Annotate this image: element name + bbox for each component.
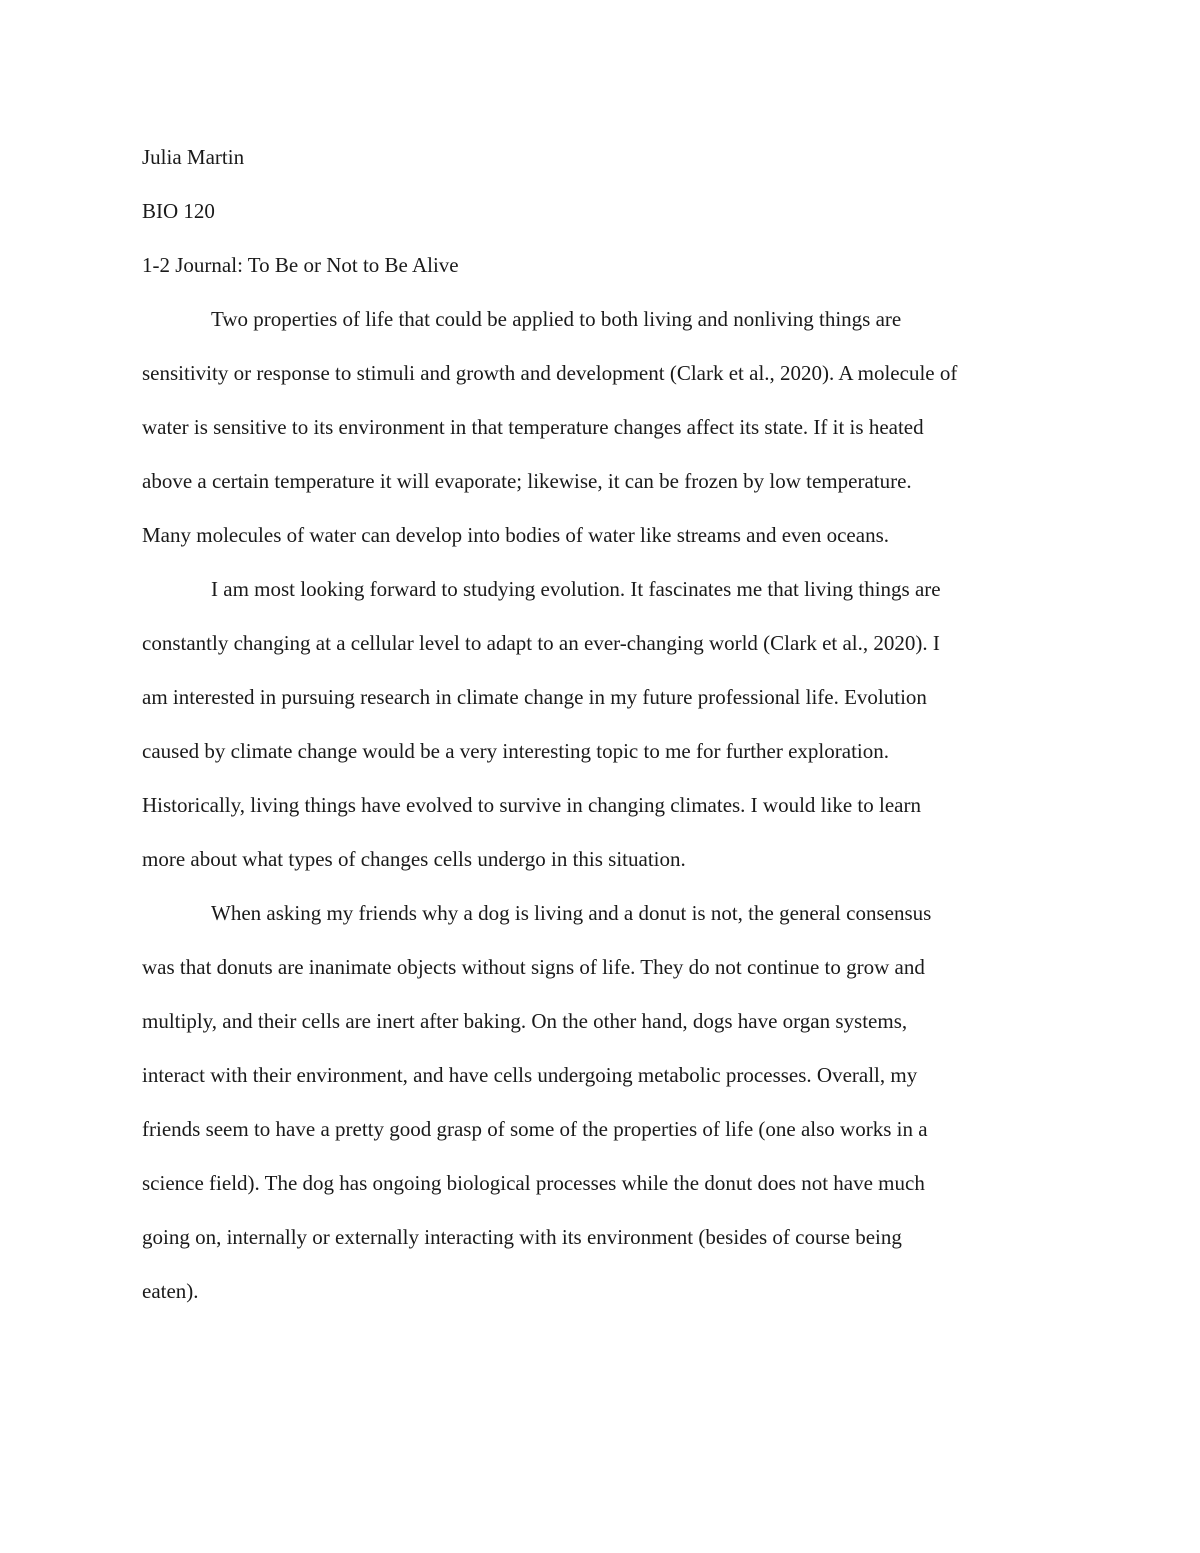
paragraph-line: water is sensitive to its environment in that temperature changes affect its state. If it is heated <box>142 415 924 439</box>
paragraph-line: Many molecules of water can develop into bodies of water like streams and even oceans. <box>142 523 889 547</box>
paragraph-line: constantly changing at a cellular level to adapt to an ever-changing world (Clark et al., 2020). I <box>142 631 940 655</box>
paragraph-line: multiply, and their cells are inert after baking. On the other hand, dogs have organ systems, <box>142 1009 908 1033</box>
paragraph-line: was that donuts are inanimate objects without signs of life. They do not continue to grow and <box>142 955 925 979</box>
paragraph-line: caused by climate change would be a very interesting topic to me for further exploration. <box>142 739 889 763</box>
assignment-title: 1-2 Journal: To Be or Not to Be Alive <box>142 253 459 277</box>
paragraph-line: am interested in pursuing research in climate change in my future professional life. Evolution <box>142 685 927 709</box>
paragraph-line: I am most looking forward to studying evolution. It fascinates me that living things are <box>211 577 941 601</box>
paragraph-line: eaten). <box>142 1279 199 1303</box>
paragraph-line: going on, internally or externally interacting with its environment (besides of course being <box>142 1225 902 1249</box>
paragraph-line: Historically, living things have evolved to survive in changing climates. I would like to learn <box>142 793 921 817</box>
paragraph-2 <box>142 562 1062 886</box>
paragraph-3 <box>142 886 1062 1318</box>
paragraph-1 <box>142 292 1062 562</box>
paragraph-line: science field). The dog has ongoing biological processes while the donut does not have much <box>142 1171 925 1195</box>
paragraph-line: interact with their environment, and have cells undergoing metabolic processes. Overall, my <box>142 1063 918 1087</box>
paragraph-line: more about what types of changes cells undergo in this situation. <box>142 847 686 871</box>
document-body <box>142 130 1062 1318</box>
paragraph-line: friends seem to have a pretty good grasp of some of the properties of life (one also works in a <box>142 1117 928 1141</box>
paragraph-line: When asking my friends why a dog is living and a donut is not, the general consensus <box>211 901 932 925</box>
course-name: BIO 120 <box>142 199 215 223</box>
paragraph-line: Two properties of life that could be applied to both living and nonliving things are <box>211 307 902 331</box>
paragraph-line: sensitivity or response to stimuli and growth and development (Clark et al., 2020). A molecule of <box>142 361 958 385</box>
student-name: Julia Martin <box>142 145 245 169</box>
paragraph-line: above a certain temperature it will evaporate; likewise, it can be frozen by low temperature. <box>142 469 912 493</box>
